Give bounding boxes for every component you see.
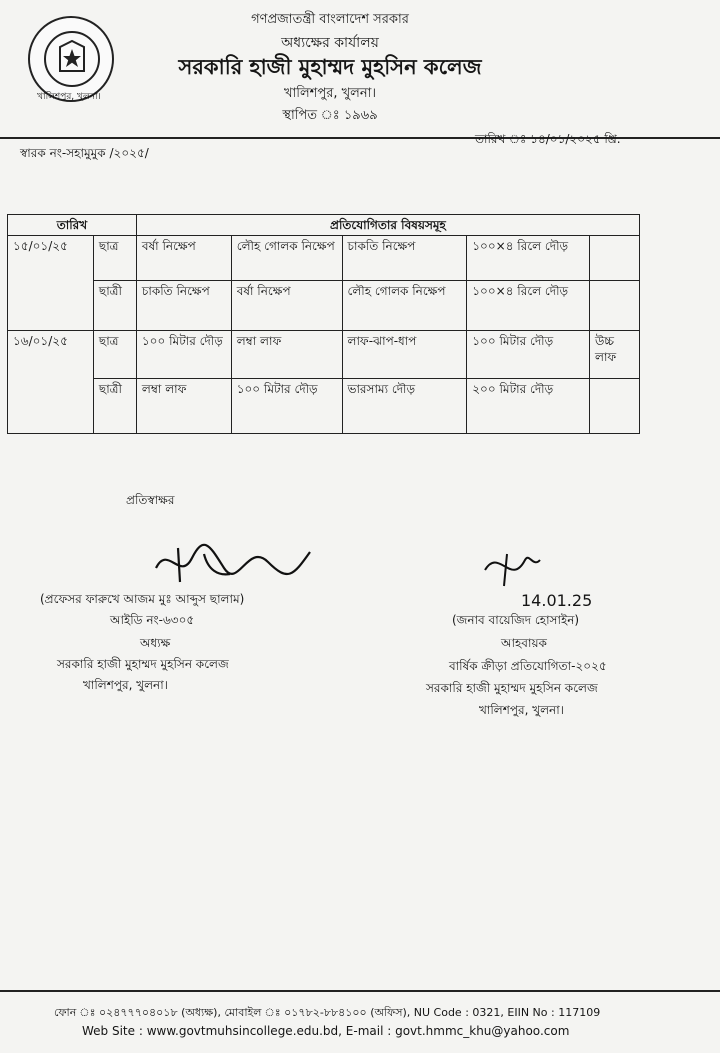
event-cell [590,236,640,281]
event-cell: ২০০ মিটার দৌড় [467,379,590,434]
event-cell: উচ্চ লাফ [590,331,640,379]
convenor-signature [477,542,547,592]
participant-group: ছাত্রী [93,379,136,434]
schedule-date: ১৬/০১/২৫ [8,331,94,434]
event-cell: লৌহ গোলক নিক্ষেপ [342,281,467,331]
event-cell: ১০০×৪ রিলে দৌড় [467,236,590,281]
event-cell: ১০০ মিটার দৌড় [231,379,342,434]
principal-title: অধ্যক্ষ [140,636,171,650]
logo-emblem [44,31,100,87]
table-row [8,379,640,434]
event-cell: ১০০ মিটার দৌড় [467,331,590,379]
competition-schedule-table [7,214,640,434]
principal-signature [148,534,318,592]
footer-web-email: Web Site : www.govtmuhsincollege.edu.bd, E-mail : govt.hmmc_khu@yahoo.com [82,1024,570,1038]
footer-contact: ফোন ঃ ০২৪৭৭৭০৪০১৮ (অধ্যক্ষ), মোবাইল ঃ ০১৭৮২-৮৮৪১০০ (অফিস), NU Code : 0321, EIIN No : 117109 [54,1006,601,1019]
table-row [8,331,640,379]
established-year: স্থাপিত ঃ ১৯৬৯ [282,108,378,123]
table-header-row [8,215,640,236]
convenor-name: (জনাব বায়েজিদ হোসাইন) [452,613,580,627]
participant-group: ছাত্রী [93,281,136,331]
events-column-header: প্রতিযোগিতার বিষয়সমূহ [136,215,639,236]
event-cell [590,379,640,434]
table-row [8,281,640,331]
event-cell [590,281,640,331]
document-date: তারিখ ঃ ১৪/০১/২০২৫ খ্রি. [475,132,621,146]
footer-divider [0,990,720,992]
event-cell: লম্বা লাফ [136,379,231,434]
convenor-college: সরকারি হাজী মুহাম্মদ মুহসিন কলেজ [426,681,598,695]
event-cell: লাফ-ঝাপ-ধাপ [342,331,467,379]
participant-group: ছাত্র [93,331,136,379]
event-cell: বর্ষা নিক্ষেপ [231,281,342,331]
event-cell: ১০০×৪ রিলে দৌড় [467,281,590,331]
event-cell: লৌহ গোলক নিক্ষেপ [231,236,342,281]
reference-number: স্বারক নং-সহামুমুক /২০২৫/ [20,146,149,160]
date-column-header: তারিখ [8,215,137,236]
schedule-date: ১৫/০১/২৫ [8,236,94,331]
principal-id: আইডি নং-৬৩০৫ [110,613,195,627]
principal-address: খালিশপুর, খুলনা। [83,678,168,692]
event-cell: ১০০ মিটার দৌড় [136,331,231,379]
college-address: খালিশপুর, খুলনা। [283,86,377,101]
principal-name: (প্রফেসর ফারুখে আজম মুঃ আব্দুস ছালাম) [40,592,245,606]
book-star-icon [46,33,98,85]
handwritten-date: 14.01.25 [521,591,593,610]
principal-college: সরকারি হাজী মুহাম্মদ মুহসিন কলেজ [57,657,229,671]
table-row [8,236,640,281]
office-name: অধ্যক্ষের কার্যালয় [281,35,379,51]
countersign-label: প্রতিস্বাক্ষর [126,493,175,507]
event-cell: বর্ষা নিক্ষেপ [136,236,231,281]
event-cell: চাকতি নিক্ষেপ [342,236,467,281]
event-cell: চাকতি নিক্ষেপ [136,281,231,331]
event-cell: ভারসাম্য দৌড় [342,379,467,434]
government-name: গণপ্রজাতন্ত্রী বাংলাদেশ সরকার [251,12,409,27]
college-name: সরকারি হাজী মুহাম্মদ মুহসিন কলেজ [178,55,482,79]
convenor-address: খালিশপুর, খুলনা। [479,703,564,717]
event-cell: লম্বা লাফ [231,331,342,379]
convenor-title: আহবায়ক [501,636,547,650]
logo-caption: খালিশপুর, খুলনা। [37,92,101,102]
sports-event-name: বার্ষিক ক্রীড়া প্রতিযোগিতা-২০২৫ [449,659,607,673]
participant-group: ছাত্র [93,236,136,281]
